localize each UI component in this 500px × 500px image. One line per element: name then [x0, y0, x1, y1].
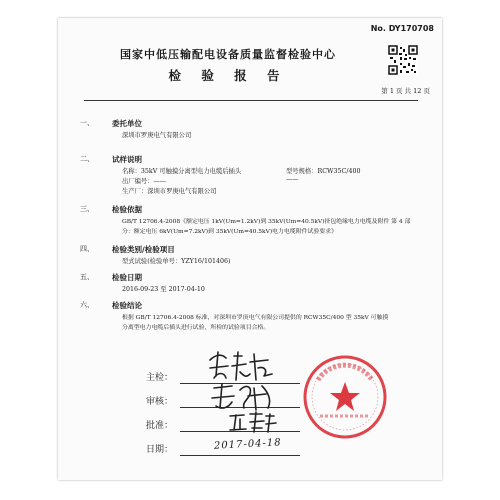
section-heading: 试样说明: [112, 155, 142, 164]
section-heading: 检验日期: [112, 273, 142, 282]
section-number: 三、: [80, 205, 94, 213]
report-page: [58, 18, 442, 480]
page-info: 第 1 页 共 12 页: [381, 87, 430, 95]
section-heading: 委托单位: [112, 119, 142, 128]
section-text: 根据 GB/T 12706.4-2008 标准，对深圳市罗庚电气有限公司提供的 RCW35C/400 型 35kV 可触摸: [122, 315, 389, 321]
section-heading: 检验结论: [112, 301, 142, 310]
section-heading: 检验类别/检验项目: [112, 245, 175, 254]
section-text: 分：额定电压 6kV(Um=7.2kV)到 35kV(Um=40.5kV)电力电缆附件试验要求》: [122, 229, 337, 235]
section-text: 分离型电力电缆后插头进行试验，所检的试验项目合格。: [122, 325, 270, 331]
header-divider: [84, 100, 418, 101]
model-spec: 型号规格：RCW35C/400: [286, 168, 361, 175]
model-extra: ——: [286, 176, 299, 183]
section-number: 二、: [80, 155, 94, 163]
signature-line: [180, 455, 300, 456]
section-text: 2016-09-23 至 2017-04-10: [122, 286, 205, 293]
date-label: 日期：: [146, 445, 174, 455]
qr-code-icon: [388, 45, 418, 75]
auditor-signature: [208, 382, 280, 412]
section-text: 深圳市罗庚电气有限公司: [122, 132, 192, 139]
section-number: 一、: [80, 119, 94, 127]
approver-signature: [226, 410, 278, 434]
official-seal-icon: [302, 354, 388, 440]
organization-name: 国家中低压输配电设备质量监督检验中心: [120, 48, 336, 61]
reviewer-label: 主检：: [146, 373, 174, 383]
section-text: 名称：35kV 可触摸分离型电力电缆后插头: [122, 168, 242, 175]
reviewer-signature: [206, 350, 276, 384]
report-title: 检 验 报 告: [168, 68, 288, 83]
section-text: GB/T 12706.4-2008《额定电压 1kV(Um=1.2kV)到 35kV(Um=40.5kV)挤包绝缘电力电缆及附件 第 4 部: [122, 219, 411, 225]
section-text: 型式试验(检验单号：YZY16/101406): [122, 258, 231, 265]
auditor-label: 审核：: [146, 397, 174, 407]
star-icon: [330, 382, 360, 411]
section-text: 出厂编号：——: [122, 178, 167, 185]
section-number: 六、: [80, 301, 94, 309]
approver-label: 批准：: [146, 421, 174, 431]
document-number: No. DY170708: [370, 24, 434, 33]
section-number: 五、: [80, 273, 94, 281]
handwritten-date: 2017-04-18: [213, 437, 282, 452]
section-number: 四、: [80, 245, 94, 253]
section-text: 生产厂：深圳市罗庚电气有限公司: [122, 188, 217, 195]
section-heading: 检验依据: [112, 205, 142, 214]
